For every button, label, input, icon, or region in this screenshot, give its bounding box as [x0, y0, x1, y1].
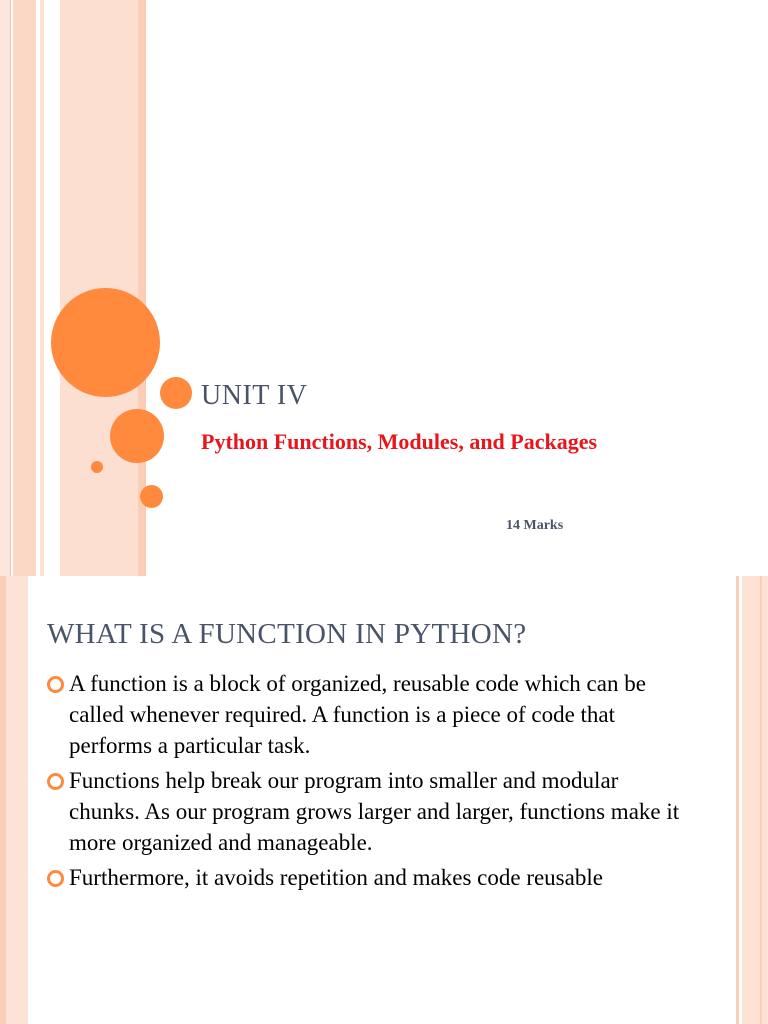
marks-label: 14 Marks [506, 518, 564, 533]
decorative-circle-small [160, 377, 192, 409]
decorative-circle-small [140, 485, 163, 508]
bullet-text: Furthermore, it avoids repetition and makes code reusable [69, 865, 603, 890]
decorative-circle-medium [110, 409, 164, 463]
decorative-circle-large [51, 288, 160, 397]
decorative-circle-tiny [91, 461, 103, 473]
decorative-stripe-left [0, 576, 32, 1024]
slide-title: UNIT IV [201, 380, 308, 411]
decorative-stripe-right [734, 576, 768, 1024]
bullet-text: Functions help break our program into smaller and modular chunks. As our program grows larger and larger, functions make it more organized and manageable. [69, 768, 680, 855]
bullet-ring-icon [47, 773, 64, 790]
decorative-stripe-band [0, 0, 148, 576]
slide-subtitle: Python Functions, Modules, and Packages [201, 429, 598, 454]
bullet-text: A function is a block of organized, reusable code which can be called whenever required. A function is a piece of code that performs a particular task. [69, 671, 646, 758]
bullet-ring-icon [47, 676, 64, 693]
decorative-line [10, 0, 11, 576]
bullet-item [45, 862, 685, 893]
content-slide [0, 576, 768, 1024]
slide-heading: WHAT IS A FUNCTION IN PYTHON? [47, 618, 527, 650]
bullet-ring-icon [47, 870, 64, 887]
bullet-item [45, 668, 685, 761]
bullet-item [45, 765, 685, 858]
bullet-list [45, 668, 685, 897]
